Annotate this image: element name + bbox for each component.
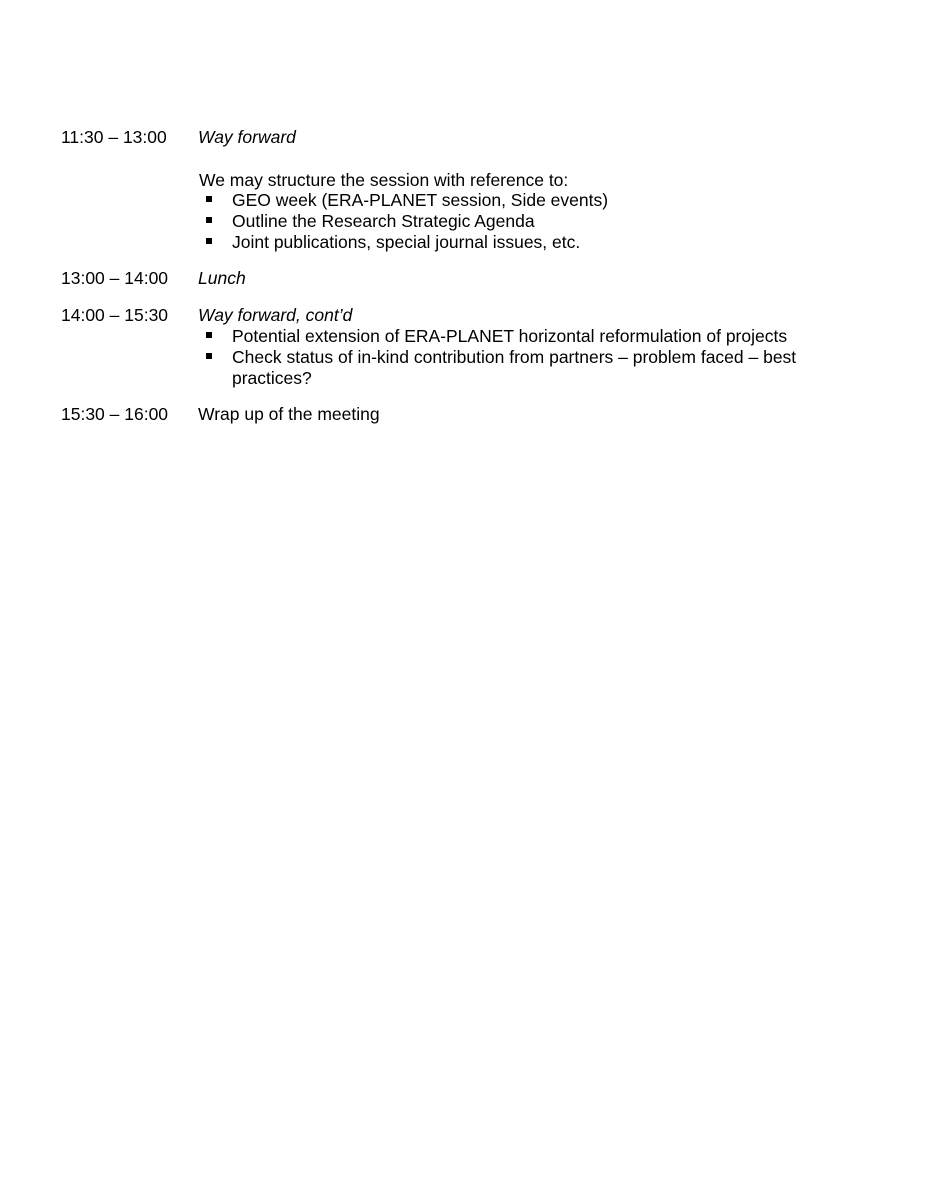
agenda-time: 11:30 – 13:00 [61, 127, 167, 147]
agenda-title: Way forward, cont’d [198, 305, 353, 325]
agenda-title: Lunch [198, 268, 246, 288]
agenda-bullet: Outline the Research Strategic Agenda [232, 211, 535, 231]
bullet-square-icon [206, 217, 212, 223]
bullet-square-icon [206, 353, 212, 359]
agenda-bullet: GEO week (ERA-PLANET session, Side events) [232, 190, 609, 210]
bullet-square-icon [206, 238, 212, 244]
bullet-square-icon [206, 196, 212, 202]
agenda-bullet: Check status of in-kind contribution from partners – problem faced – best practices? [232, 347, 797, 388]
agenda-time: 14:00 – 15:30 [61, 305, 169, 325]
agenda-bullet: Joint publications, special journal issues, etc. [232, 232, 581, 252]
agenda-time: 13:00 – 14:00 [61, 268, 169, 288]
agenda-title: Wrap up of the meeting [198, 404, 380, 424]
agenda-intro: We may structure the session with reference to: [199, 170, 569, 190]
agenda-time: 15:30 – 16:00 [61, 404, 169, 424]
agenda-bullet: Potential extension of ERA-PLANET horizontal reformulation of projects [232, 326, 788, 346]
agenda-title: Way forward [198, 127, 296, 147]
bullet-square-icon [206, 332, 212, 338]
